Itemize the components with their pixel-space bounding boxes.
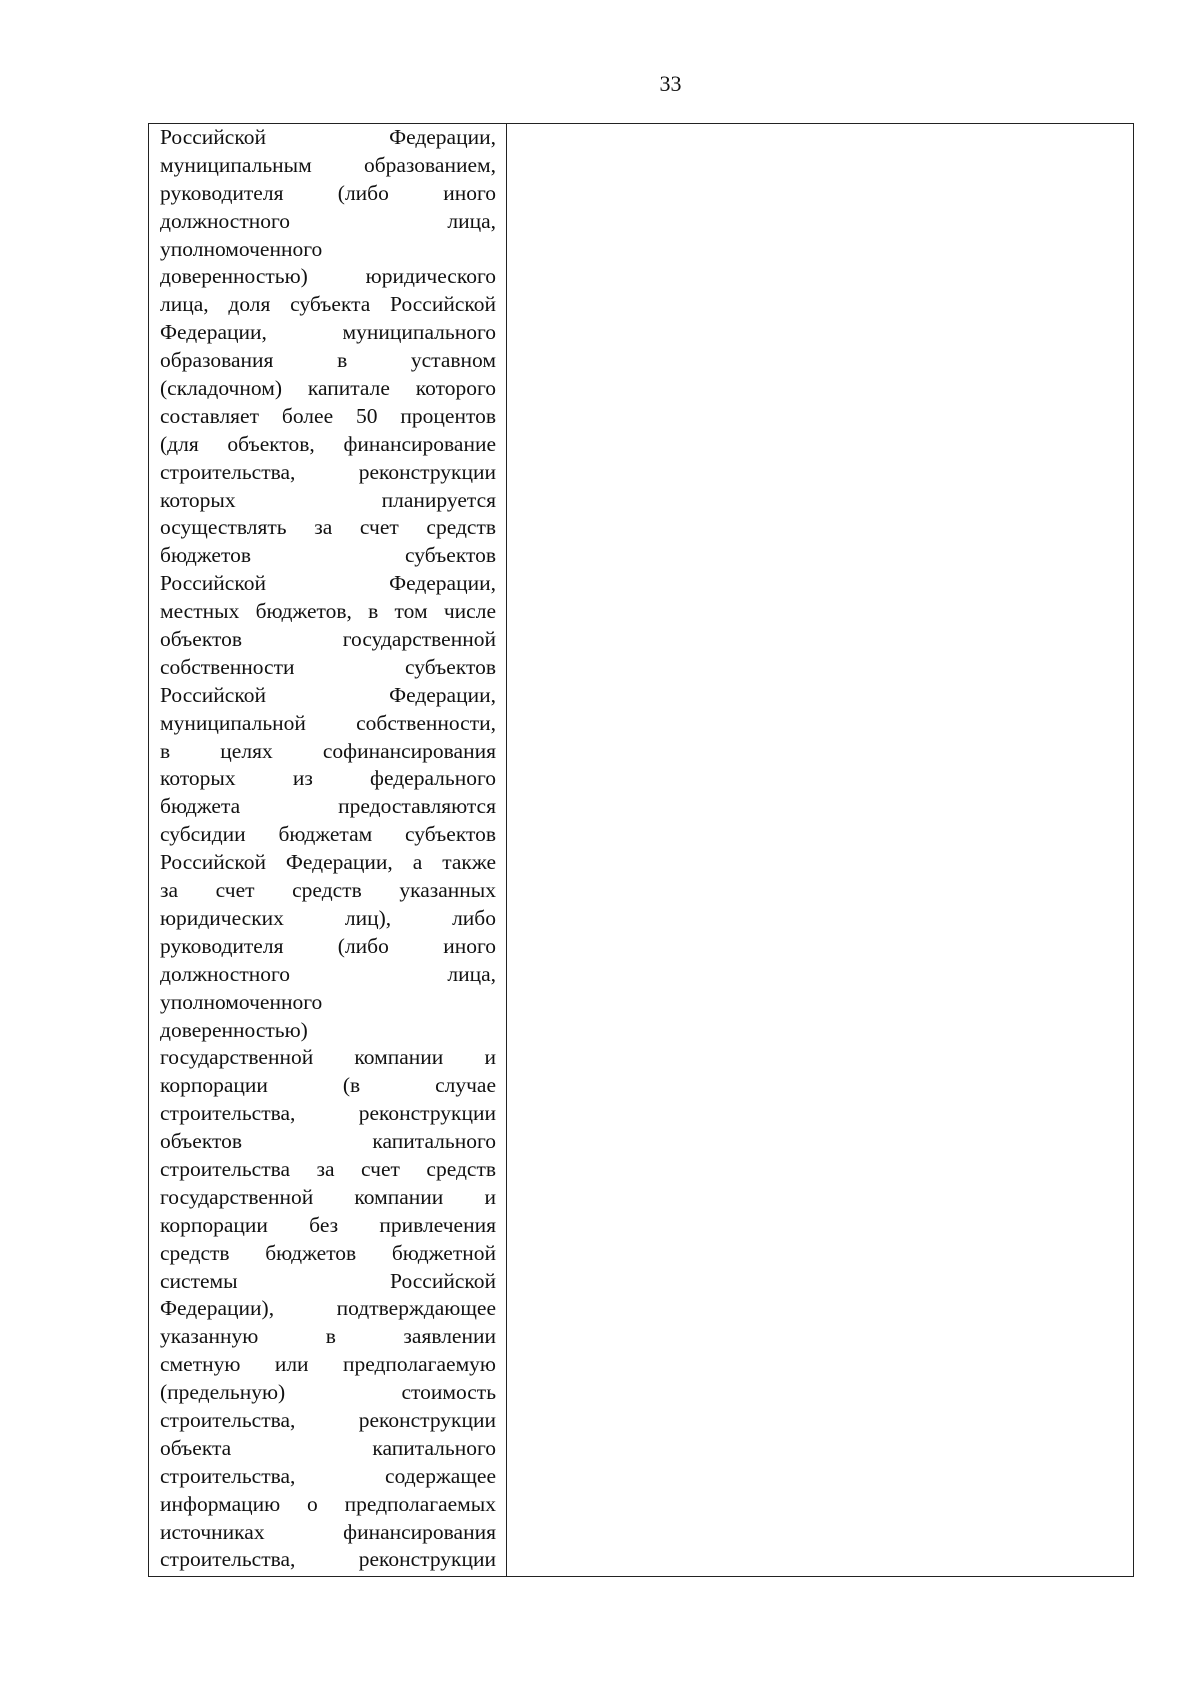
text-line: собственности субъектов xyxy=(160,654,496,679)
text-line: руководителя (либо иного xyxy=(160,180,496,205)
text-line: осуществлять за счет средств xyxy=(160,515,496,540)
text-line: строительства, реконструкции xyxy=(160,1407,496,1432)
text-line: средств бюджетов бюджетной xyxy=(160,1240,496,1265)
text-line: должностного лица, xyxy=(160,208,496,233)
table-cell-left xyxy=(149,124,507,1576)
text-line: лица, доля субъекта Российской xyxy=(160,292,496,317)
text-line: (складочном) капитале которого xyxy=(160,376,496,401)
text-line: Федерации, муниципального xyxy=(160,320,496,345)
text-line: строительства, реконструкции xyxy=(160,1101,496,1126)
text-line: должностного лица, xyxy=(160,961,496,986)
text-line: государственной компании и xyxy=(160,1184,496,1209)
text-line: бюджета предоставляются xyxy=(160,794,496,819)
text-line: информацию о предполагаемых xyxy=(160,1491,496,1516)
table-cell-right xyxy=(507,124,1133,1576)
text-line: (для объектов, финансирование xyxy=(160,431,496,456)
text-line: юридических лиц), либо xyxy=(160,905,496,930)
text-line: уполномоченного xyxy=(160,989,323,1014)
text-line: корпорации без привлечения xyxy=(160,1212,496,1237)
text-line: руководителя (либо иного xyxy=(160,933,496,958)
text-line: строительства, содержащее xyxy=(160,1463,496,1488)
text-line: сметную или предполагаемую xyxy=(160,1352,496,1377)
text-line: образования в уставном xyxy=(160,348,496,373)
text-line: составляет более 50 процентов xyxy=(160,403,496,428)
text-line: объекта капитального xyxy=(160,1435,496,1460)
text-line: объектов капитального xyxy=(160,1129,496,1154)
text-line: объектов государственной xyxy=(160,627,496,652)
text-line: которых из федерального xyxy=(160,766,496,791)
text-line: строительства за счет средств xyxy=(160,1156,496,1181)
text-line: строительства, реконструкции xyxy=(160,459,496,484)
page-number: 33 xyxy=(659,71,682,96)
text-line: Российской Федерации, xyxy=(160,682,496,707)
text-line: Российской Федерации, xyxy=(160,125,496,149)
text-line: муниципальной собственности, xyxy=(160,710,496,735)
text-line: за счет средств указанных xyxy=(160,878,496,903)
text-line: строительства, реконструкции xyxy=(160,1547,496,1572)
text-line: местных бюджетов, в том числе xyxy=(160,599,496,624)
text-line: источниках финансирования xyxy=(160,1519,496,1544)
text-line: Российской Федерации, xyxy=(160,571,496,596)
text-line: указанную в заявлении xyxy=(160,1324,496,1349)
text-line: доверенностью) юридического xyxy=(160,264,496,289)
text-line: корпорации (в случае xyxy=(160,1073,496,1098)
text-line: муниципальным образованием, xyxy=(160,152,496,177)
text-line: которых планируется xyxy=(160,487,496,512)
text-line: субсидии бюджетам субъектов xyxy=(160,822,496,847)
text-line: государственной компании и xyxy=(160,1045,496,1070)
text-line: уполномоченного xyxy=(160,236,323,261)
text-line: бюджетов субъектов xyxy=(160,543,496,568)
text-line: в целях софинансирования xyxy=(160,738,496,763)
text-line: доверенностью) xyxy=(160,1017,308,1042)
text-line: Российской Федерации, а также xyxy=(160,850,496,875)
document-table xyxy=(148,123,1134,1577)
text-line: Федерации), подтверждающее xyxy=(160,1296,496,1321)
text-line: (предельную) стоимость xyxy=(160,1380,496,1405)
text-line: системы Российской xyxy=(160,1268,496,1293)
